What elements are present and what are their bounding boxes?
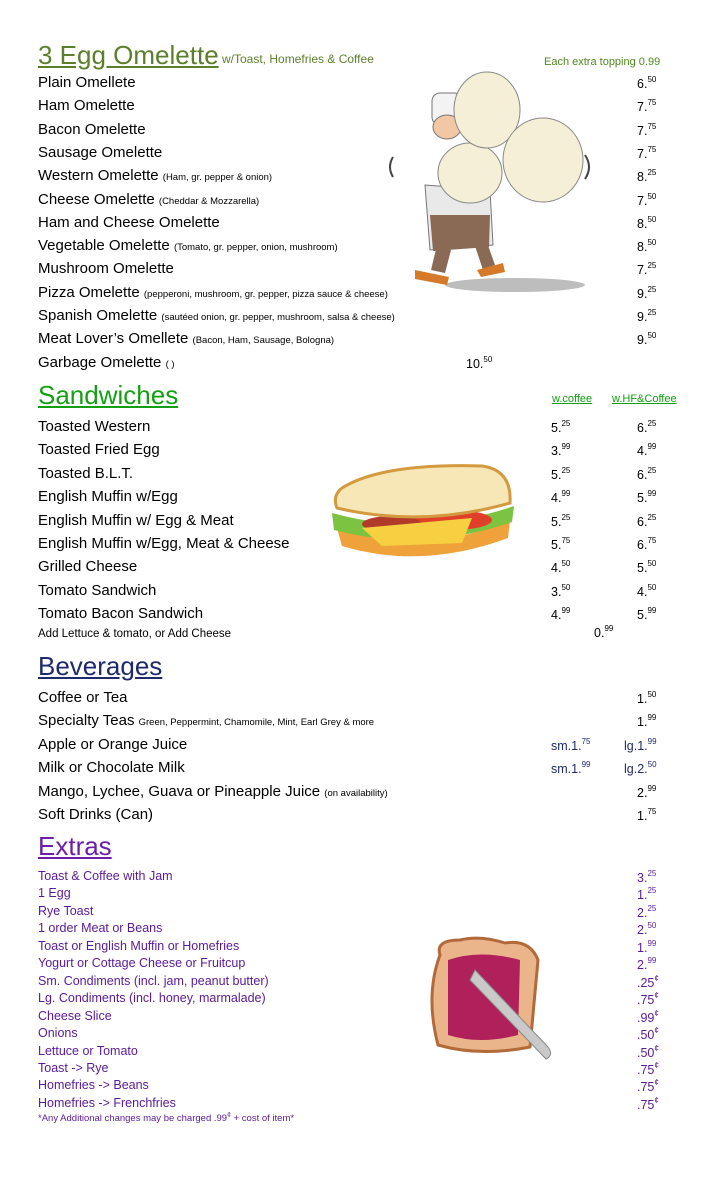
beverage-price: 2.99 xyxy=(637,784,657,800)
omelette-item: Pizza Omelette (pepperoni, mushroom, gr. pepper, pizza sauce & cheese) xyxy=(38,284,388,301)
extras-item-price: .75¢ xyxy=(637,991,659,1007)
sandwich-price-coffee: 3.99 xyxy=(551,442,571,458)
omelette-item: Vegetable Omelette (Tomato, gr. pepper, onion, mushroom) xyxy=(38,237,338,254)
omelette-item: Sausage Omelette xyxy=(38,144,163,161)
extras-item: Cheese Slice xyxy=(38,1009,112,1023)
beverage-item: Coffee or Tea xyxy=(38,689,128,706)
omelette-item: Ham and Cheese Omelette xyxy=(38,214,220,231)
sandwich-price-hf-coffee: 5.99 xyxy=(637,606,657,622)
topping-note: Each extra topping 0.99 xyxy=(544,56,661,68)
omelette-item: Ham Omelette xyxy=(38,97,135,114)
sandwich-item: Grilled Cheese xyxy=(38,558,138,575)
extras-item: Toast or English Muffin or Homefries xyxy=(38,939,240,953)
beverage-item: Specialty Teas Green, Peppermint, Chamomile, Mint, Earl Grey & more xyxy=(38,712,375,729)
sandwich-price-coffee: 5.75 xyxy=(551,536,571,552)
sandwich-addon-price: 0.99 xyxy=(594,624,614,640)
omelette-item-price: 9.25 xyxy=(637,308,657,324)
extras-item: Lg. Condiments (incl. honey, marmalade) xyxy=(38,991,266,1005)
sandwich-price-hf-coffee: 6.75 xyxy=(637,536,657,552)
sandwich-price-hf-coffee: 6.25 xyxy=(637,513,657,529)
beverage-price: 1.75 xyxy=(637,807,657,823)
beverage-item: Soft Drinks (Can) xyxy=(38,806,154,823)
omelette-item: Mushroom Omelette xyxy=(38,260,174,277)
extras-item-price: .50¢ xyxy=(637,1044,659,1060)
sandwich-price-hf-coffee: 6.25 xyxy=(637,419,657,435)
sandwich-col2-header: w.HF&Coffee xyxy=(612,393,677,405)
sandwich-price-hf-coffee: 4.50 xyxy=(637,583,657,599)
beverage-price: 1.99 xyxy=(637,713,657,729)
extras-item: Lettuce or Tomato xyxy=(38,1044,138,1058)
omelette-item-price: 7.50 xyxy=(637,192,657,208)
omelette-item-price: 7.75 xyxy=(637,98,657,114)
omelette-item-desc: (sautéed onion, gr. pepper, mushroom, salsa & cheese) xyxy=(161,312,395,323)
omelette-item: Spanish Omelette (sautéed onion, gr. pepper, mushroom, salsa & cheese) xyxy=(38,307,395,324)
extras-item-price: 3.25 xyxy=(637,869,657,885)
extras-item: Homefries -> Frenchfries xyxy=(38,1096,176,1110)
sandwich-price-coffee: 5.25 xyxy=(551,513,571,529)
omelette-item: Western Omelette (Ham, gr. pepper & onion) xyxy=(38,167,273,184)
sandwich-price-hf-coffee: 4.99 xyxy=(637,442,657,458)
extras-item: 1 Egg xyxy=(38,886,71,900)
toast-with-jam-icon xyxy=(420,935,565,1065)
omelette-item: Meat Lover’s Omellete (Bacon, Ham, Sausage, Bologna) xyxy=(38,330,335,347)
beverage-price-large: lg.2.50 xyxy=(624,760,657,776)
beverage-item-desc: (on availability) xyxy=(324,788,388,799)
extras-item-price: 2.25 xyxy=(637,904,657,920)
sandwich-icon xyxy=(322,458,522,568)
sandwich-price-coffee: 5.25 xyxy=(551,466,571,482)
sandwich-price-coffee: 3.50 xyxy=(551,583,571,599)
omelette-item-price: 8.50 xyxy=(637,238,657,254)
omelette-item-price: 9.25 xyxy=(637,285,657,301)
sandwich-price-hf-coffee: 5.50 xyxy=(637,559,657,575)
omelette-item-price: 10.50 xyxy=(466,355,493,371)
sandwich-item: English Muffin w/ Egg & Meat xyxy=(38,512,234,529)
sandwich-price-hf-coffee: 5.99 xyxy=(637,489,657,505)
omelette-item-price: 9.50 xyxy=(637,331,657,347)
beverage-item: Apple or Orange Juice xyxy=(38,736,188,753)
sandwich-item: Toasted B.L.T. xyxy=(38,465,134,482)
omelette-item-price: 7.25 xyxy=(637,261,657,277)
sandwich-price-coffee: 5.25 xyxy=(551,419,571,435)
omelette-subtitle: w/Toast, Homefries & Coffee xyxy=(222,52,374,66)
extras-item-price: 2.99 xyxy=(637,956,657,972)
sandwich-col1-header: w.coffee xyxy=(552,393,593,405)
sandwich-item: Tomato Bacon Sandwich xyxy=(38,605,204,622)
sandwich-item: English Muffin w/Egg xyxy=(38,488,178,505)
extras-item: Rye Toast xyxy=(38,904,94,918)
extras-item-price: .50¢ xyxy=(637,1026,659,1042)
omelette-item-desc: (Cheddar & Mozzarella) xyxy=(158,196,260,207)
beverages-title: Beverages xyxy=(38,651,163,681)
sandwich-price-coffee: 4.99 xyxy=(551,489,571,505)
extras-item: 1 order Meat or Beans xyxy=(38,921,163,935)
beverage-price: 1.50 xyxy=(637,690,657,706)
extras-item-price: 1.25 xyxy=(637,886,657,902)
beverage-price-large: lg.1.99 xyxy=(624,737,657,753)
sandwich-item: English Muffin w/Egg, Meat & Cheese xyxy=(38,535,290,552)
sandwich-price-hf-coffee: 6.25 xyxy=(637,466,657,482)
omelette-title: 3 Egg Omelette xyxy=(38,40,219,70)
omelette-item-desc: (Tomato, gr. pepper, onion, mushroom) xyxy=(173,242,338,253)
omelette-item-price: 8.25 xyxy=(637,168,657,184)
beverage-item: Milk or Chocolate Milk xyxy=(38,759,185,776)
beverage-item-desc: Green, Peppermint, Chamomile, Mint, Earl Grey & more xyxy=(138,717,375,728)
sandwich-price-coffee: 4.50 xyxy=(551,559,571,575)
extras-title: Extras xyxy=(38,831,112,861)
sandwich-price-coffee: 4.99 xyxy=(551,606,571,622)
extras-item-price: 2.50 xyxy=(637,921,657,937)
sandwich-item: Toasted Western xyxy=(38,418,151,435)
omelette-item: Cheese Omelette (Cheddar & Mozzarella) xyxy=(38,191,260,208)
extras-item-price: .75¢ xyxy=(637,1061,659,1077)
sandwich-addon-label: Add Lettuce & tomato, or Add Cheese xyxy=(38,628,232,640)
extras-item-price: .25¢ xyxy=(637,974,659,990)
extras-item: Toast -> Rye xyxy=(38,1061,109,1075)
extras-item: Sm. Condiments (incl. jam, peanut butter) xyxy=(38,974,269,988)
chef-carrying-eggs-icon xyxy=(385,65,605,295)
omelette-item-price: 7.75 xyxy=(637,122,657,138)
beverage-item: Mango, Lychee, Guava or Pineapple Juice (on availability) xyxy=(38,783,388,800)
omelette-item-desc: (pepperoni, mushroom, gr. pepper, pizza sauce & cheese) xyxy=(143,289,388,300)
extras-item: Homefries -> Beans xyxy=(38,1078,149,1092)
sandwiches-title: Sandwiches xyxy=(38,380,179,410)
extras-footnote: *Any Additional changes may be charged .99¢ + cost of item* xyxy=(38,1112,295,1125)
omelette-item-desc: (Ham, gr. pepper & onion) xyxy=(162,172,273,183)
sandwich-item: Toasted Fried Egg xyxy=(38,441,160,458)
beverage-price-small: sm.1.75 xyxy=(551,737,591,753)
omelette-item-price: 7.75 xyxy=(637,145,657,161)
sandwich-item: Tomato Sandwich xyxy=(38,582,157,599)
extras-item-price: .99¢ xyxy=(637,1009,659,1025)
omelette-item: Plain Omellete xyxy=(38,74,136,91)
omelette-item-price: 8.50 xyxy=(637,215,657,231)
omelette-item-desc: ( ) xyxy=(165,359,175,370)
extras-item: Onions xyxy=(38,1026,78,1040)
beverage-price-small: sm.1.99 xyxy=(551,760,591,776)
omelette-item-price: 6.50 xyxy=(637,75,657,91)
omelette-item: Bacon Omelette xyxy=(38,121,146,138)
omelette-item: Garbage Omelette ( ) xyxy=(38,354,175,371)
omelette-item-desc: (Bacon, Ham, Sausage, Bologna) xyxy=(192,335,335,346)
extras-item-price: .75¢ xyxy=(637,1096,659,1112)
extras-item: Toast & Coffee with Jam xyxy=(38,869,173,883)
extras-item-price: 1.99 xyxy=(637,939,657,955)
extras-item: Yogurt or Cottage Cheese or Fruitcup xyxy=(38,956,246,970)
extras-item-price: .75¢ xyxy=(637,1078,659,1094)
